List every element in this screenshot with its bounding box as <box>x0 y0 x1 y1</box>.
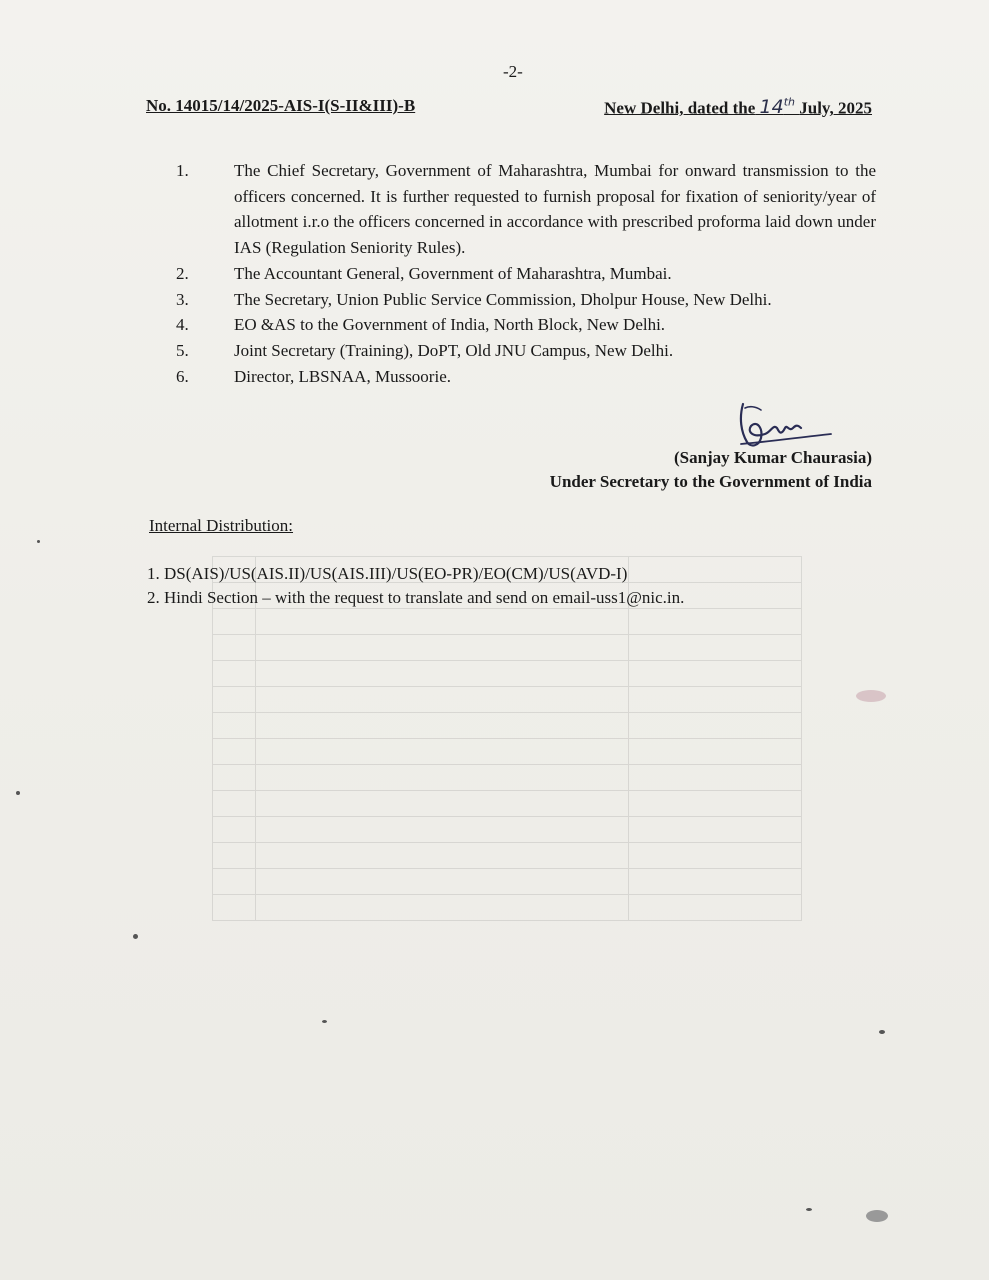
item-text: Director, LBSNAA, Mussoorie. <box>234 366 451 386</box>
list-item <box>176 158 876 261</box>
internal-distribution-heading: Internal Distribution: <box>149 516 294 535</box>
internal-distribution-list <box>147 562 684 610</box>
item-text: The Accountant General, Government of Maharashtra, Mumbai. <box>234 263 672 283</box>
item-number: 2. <box>176 263 189 283</box>
item-number: 4. <box>176 315 189 335</box>
date-prefix: New Delhi, dated the <box>604 98 756 118</box>
date-suffix: th <box>783 96 795 109</box>
scan-speck <box>37 540 40 543</box>
item-text: The Secretary, Union Public Service Commission, Dholpur House, New Delhi. <box>234 289 772 309</box>
list-item <box>176 261 876 287</box>
list-item <box>176 364 876 390</box>
distribution-list <box>176 158 876 389</box>
item-number: 5. <box>176 340 189 360</box>
date-month-year: July, 2025 <box>799 98 872 118</box>
item-number: 1. <box>176 161 189 180</box>
scan-speck <box>866 1210 888 1222</box>
signatory-name: (Sanjay Kumar Chaurasia) <box>673 448 872 467</box>
item-number: 3. <box>176 289 189 309</box>
scan-speck <box>879 1030 885 1034</box>
item-text: EO &AS to the Government of India, North Block, New Delhi. <box>234 315 666 335</box>
list-item <box>176 312 876 338</box>
scan-speck <box>16 791 20 795</box>
internal-line-2: 2. Hindi Section – with the request to translate and send on email-uss1@nic.in. <box>147 588 685 607</box>
date-day: 14 <box>759 96 784 119</box>
item-text: Joint Secretary (Training), DoPT, Old JNU Campus, New Delhi. <box>234 340 674 360</box>
item-number: 6. <box>176 366 189 386</box>
list-item <box>176 287 876 313</box>
ink-stain <box>856 690 886 702</box>
scan-speck <box>322 1020 327 1023</box>
reference-number: No. 14015/14/2025-AIS-I(S-II&III)-B <box>146 96 416 115</box>
letter-date <box>604 96 872 118</box>
signatory-designation: Under Secretary to the Government of India <box>549 472 872 491</box>
list-item <box>176 338 876 364</box>
bleed-through-table <box>212 556 802 921</box>
internal-line-1: 1. DS(AIS)/US(AIS.II)/US(AIS.III)/US(EO-PR)/EO(CM)/US(AVD-I) <box>147 564 628 583</box>
scan-speck <box>133 934 138 939</box>
item-text: The Chief Secretary, Government of Maharashtra, Mumbai for onward transmission to the officers concerned. It is further requested to furnish proposal for fixation of seniority/year of allotment i.r.o the officers concerned in accordance with prescribed proforma laid down under IAS (Regulation Seniority Rules). <box>234 161 876 258</box>
page-number: -2- <box>503 62 523 81</box>
scan-speck <box>806 1208 812 1211</box>
date-day-handwritten <box>760 96 795 118</box>
